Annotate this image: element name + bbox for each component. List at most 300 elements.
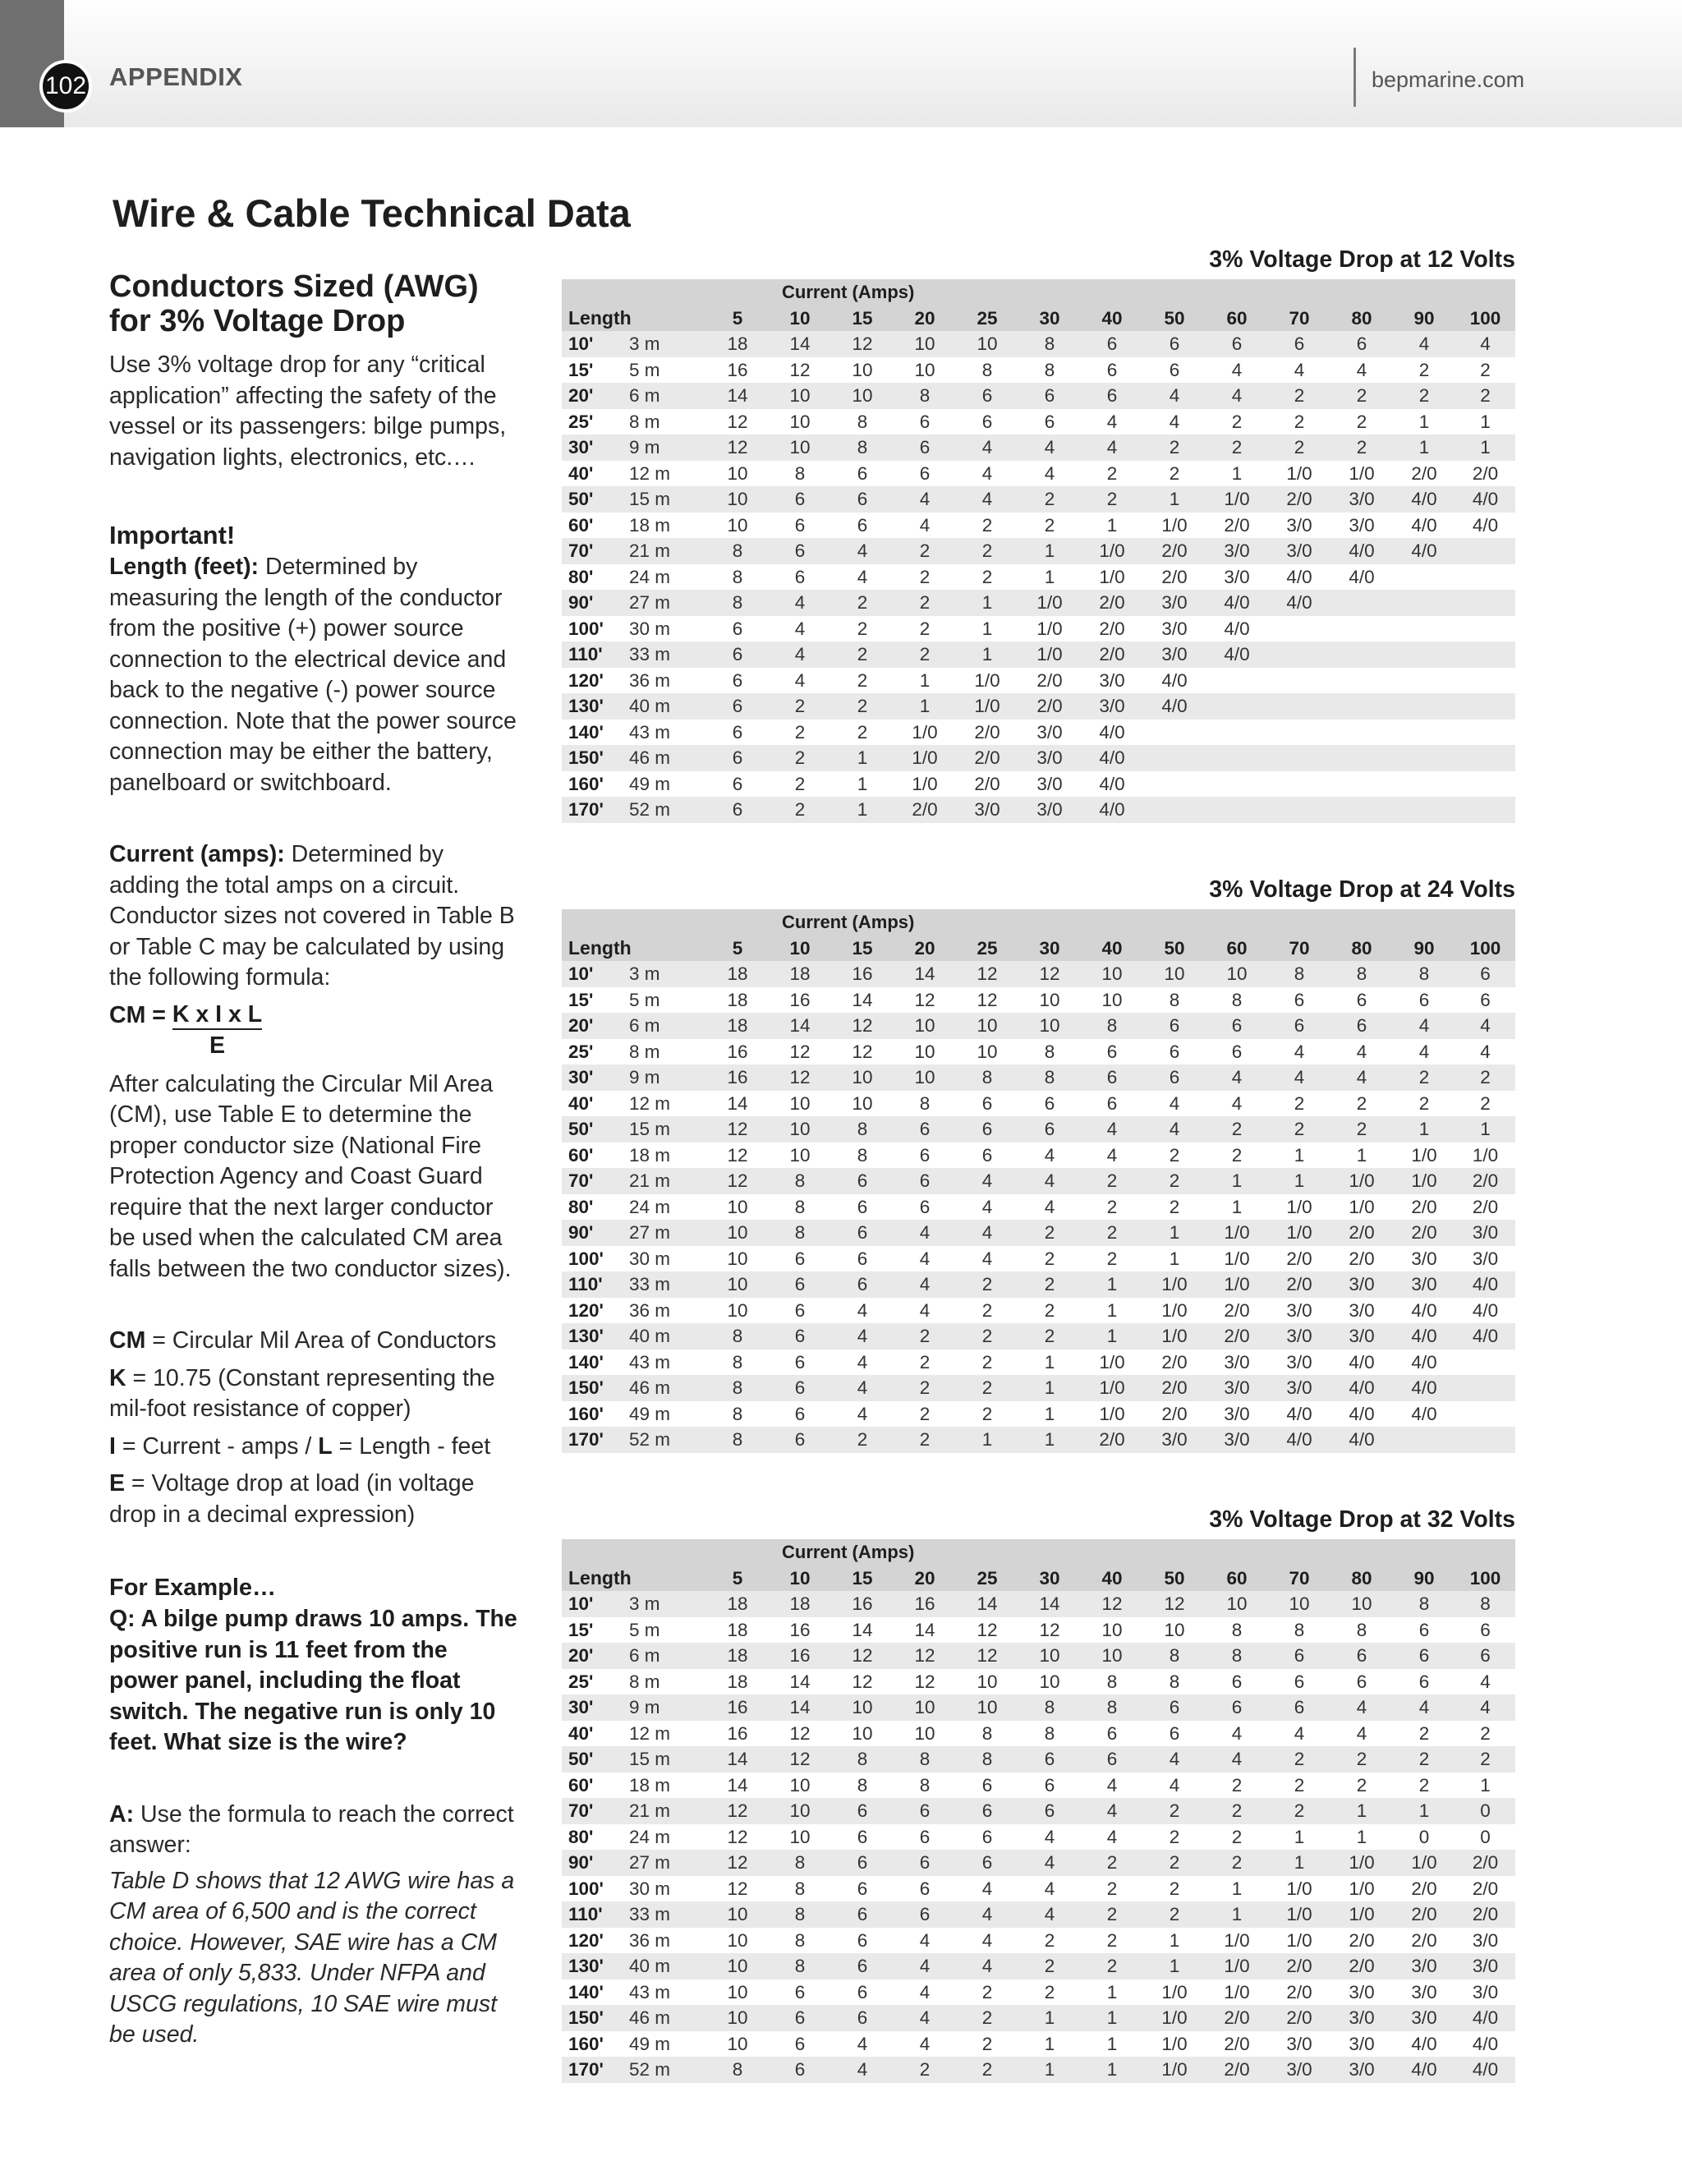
wire-gauge-cell: 6 [919, 1196, 931, 1217]
wire-gauge-cell: 10 [914, 1722, 935, 1744]
wire-gauge-cell [1393, 693, 1455, 720]
length-meters-cell: 27 m [624, 590, 706, 616]
wire-gauge-cell: 14 [956, 1591, 1018, 1617]
length-feet-cell: 140' [568, 1351, 604, 1372]
wire-gauge-cell: 6 [769, 1375, 831, 1401]
wire-gauge-cell: 6 [1455, 961, 1515, 987]
wire-gauge-cell: 4 [1044, 1878, 1055, 1899]
wire-gauge-cell: 8 [794, 462, 806, 484]
wire-gauge-cell: 4 [894, 1220, 956, 1246]
left-column [109, 269, 520, 2051]
amps-column-header: 20 [894, 306, 956, 332]
length-meters-cell: 49 m [629, 1403, 671, 1424]
wire-gauge-cell: 6 [1294, 989, 1305, 1010]
wire-gauge-cell: 1/0 [1099, 1351, 1125, 1372]
wire-gauge-cell: 6 [732, 773, 743, 794]
wire-gauge-cell: 6 [1206, 1694, 1268, 1721]
wire-gauge-cell: 2 [1330, 1746, 1393, 1772]
table-row [562, 1746, 1515, 1772]
wire-gauge-cell: 10 [789, 411, 811, 432]
wire-gauge-cell [1455, 538, 1515, 564]
wire-gauge-cell: 2 [1081, 1901, 1143, 1928]
wire-gauge-cell: 4 [1169, 411, 1180, 432]
amps-column-header: 80 [1330, 1566, 1393, 1592]
after-formula-text: After calculating the Circular Mil Area (CM), use Table E to determine the proper conductor size (National Fire Protection Agency and Coast Guard require that the next larger conductor be used when the calculated CM area falls between the two conductor sizes). [109, 1070, 512, 1282]
length-feet-cell: 120' [568, 1299, 604, 1321]
wire-gauge-cell: 4/0 [1143, 693, 1206, 720]
wire-gauge-cell: 6 [919, 411, 931, 432]
wire-gauge-cell: 1 [1081, 2057, 1143, 2083]
amps-column-header: 25 [956, 306, 1018, 332]
wire-gauge-cell: 8 [769, 1850, 831, 1876]
table-row [562, 513, 1515, 539]
important-heading: Important! [109, 521, 236, 549]
wire-gauge-cell: 12 [977, 989, 998, 1010]
wire-gauge-cell: 1 [1480, 411, 1491, 432]
length-feet-cell: 170' [562, 2057, 624, 2083]
example-heading: For Example… [109, 1575, 277, 1601]
wire-gauge-cell: 2 [1480, 1092, 1491, 1114]
length-feet-cell: 15' [568, 989, 594, 1010]
wire-gauge-cell: 2/0 [1143, 538, 1206, 564]
wire-gauge-cell: 14 [852, 989, 873, 1010]
wire-gauge-cell: 8 [831, 1116, 894, 1143]
wire-gauge-cell [1393, 668, 1455, 694]
wire-gauge-cell: 4 [1231, 1722, 1243, 1744]
amps-column-header: 5 [706, 306, 769, 332]
wire-gauge-cell: 8 [1081, 1694, 1143, 1721]
length-meters-cell: 9 m [624, 1064, 706, 1091]
wire-gauge-cell: 2 [1294, 411, 1305, 432]
wire-gauge-cell: 2 [1418, 1722, 1430, 1744]
wire-gauge-cell: 10 [914, 359, 935, 380]
header-spacer [562, 909, 706, 936]
wire-gauge-cell: 3/0 [1455, 1953, 1515, 1979]
wire-gauge-cell: 2 [1206, 1798, 1268, 1824]
table-row [562, 2031, 1515, 2058]
wire-gauge-cell: 3/0 [1036, 773, 1063, 794]
wire-gauge-cell: 4/0 [1286, 1403, 1312, 1424]
wire-gauge-cell: 10 [789, 1144, 811, 1166]
wire-gauge-cell: 4/0 [1472, 2033, 1499, 2054]
wire-gauge-cell: 4 [956, 1220, 1018, 1246]
wire-gauge-cell: 4/0 [1393, 1375, 1455, 1401]
wire-gauge-cell: 6 [956, 1798, 1018, 1824]
wire-gauge-cell: 2 [1106, 1248, 1118, 1269]
wire-gauge-cell: 6 [919, 1878, 931, 1899]
wire-gauge-cell: 4 [831, 538, 894, 564]
length-meters-cell: 8 m [629, 1041, 660, 1062]
wire-gauge-cell: 0 [1455, 1798, 1515, 1824]
wire-gauge-cell: 2 [1044, 514, 1055, 536]
wire-gauge-cell: 2 [1106, 462, 1118, 484]
wire-gauge-cell: 10 [727, 1248, 748, 1269]
amps-column-header: 5 [706, 936, 769, 962]
length-meters-cell: 24 m [629, 1196, 671, 1217]
wire-gauge-cell: 8 [956, 1746, 1018, 1772]
wire-gauge-cell: 4 [1393, 331, 1455, 357]
wire-gauge-cell: 16 [706, 1694, 769, 1721]
formula-lhs: CM = [109, 1001, 166, 1028]
wire-gauge-cell: 6 [831, 2005, 894, 2031]
wire-gauge-cell: 2 [919, 566, 931, 587]
wire-gauge-cell: 10 [727, 1929, 748, 1951]
wire-gauge-cell: 2/0 [1349, 1929, 1375, 1951]
wire-gauge-cell: 14 [852, 1619, 873, 1640]
wire-gauge-cell: 2 [1480, 359, 1491, 380]
wire-gauge-cell: 2/0 [1455, 1901, 1515, 1928]
wire-gauge-cell: 2 [769, 745, 831, 771]
example-answer: A: Use the formula to reach the correct answer: [109, 1800, 514, 1858]
wire-gauge-cell [1206, 668, 1268, 694]
table-row [562, 987, 1515, 1014]
wire-gauge-cell: 3/0 [1268, 538, 1330, 564]
wire-gauge-cell: 1/0 [1161, 1981, 1188, 2002]
wire-gauge-cell: 10 [1206, 1591, 1268, 1617]
wire-gauge-cell: 1 [1143, 1953, 1206, 1979]
wire-gauge-cell: 4/0 [1081, 797, 1143, 823]
length-meters-cell: 15 m [624, 1116, 706, 1143]
length-feet-cell: 25' [568, 411, 594, 432]
wire-gauge-cell: 1 [1356, 1826, 1367, 1847]
wire-gauge-cell: 12 [727, 411, 748, 432]
table-row [562, 590, 1515, 616]
wire-gauge-cell: 6 [1044, 411, 1055, 432]
wire-gauge-cell: 4 [1480, 1671, 1491, 1692]
wire-gauge-cell: 12 [914, 989, 935, 1010]
table-12v-caption: 3% Voltage Drop at 12 Volts [1209, 246, 1515, 273]
wire-gauge-cell: 6 [1231, 1671, 1243, 1692]
wire-gauge-cell: 6 [769, 2057, 831, 2083]
wire-gauge-cell: 4 [981, 1878, 993, 1899]
wire-gauge-cell: 6 [732, 618, 743, 639]
length-meters-cell: 12 m [629, 1092, 671, 1114]
wire-gauge-cell: 14 [769, 331, 831, 357]
wire-gauge-cell: 12 [769, 1064, 831, 1091]
wire-gauge-cell: 2 [981, 1351, 993, 1372]
wire-gauge-cell: 10 [1206, 961, 1268, 987]
table-row [562, 1039, 1515, 1065]
table-row [562, 564, 1515, 591]
length-feet-cell: 170' [562, 797, 624, 823]
wire-gauge-cell [1455, 590, 1515, 616]
wire-gauge-cell: 3/0 [1286, 2033, 1312, 2054]
wire-gauge-cell: 4 [1044, 1144, 1055, 1166]
wire-gauge-cell: 3/0 [1349, 1299, 1375, 1321]
wire-gauge-cell: 2 [1081, 1850, 1143, 1876]
wire-gauge-cell: 2/0 [1161, 1351, 1188, 1372]
wire-gauge-cell: 1 [1106, 1981, 1118, 2002]
table-row [562, 1721, 1515, 1747]
wire-gauge-cell: 1 [1018, 2057, 1081, 2083]
wire-gauge-cell: 3/0 [1286, 1351, 1312, 1372]
length-feet-cell: 150' [562, 2005, 624, 2031]
wire-gauge-cell: 1 [981, 618, 993, 639]
wire-gauge-cell: 4/0 [1472, 514, 1499, 536]
wire-gauge-cell: 12 [852, 1041, 873, 1062]
wire-gauge-cell: 4/0 [1268, 590, 1330, 616]
wire-gauge-cell [1455, 641, 1515, 668]
table-row [562, 1928, 1515, 1954]
wire-gauge-cell: 4 [1044, 462, 1055, 484]
length-feet-cell: 100' [568, 1248, 604, 1269]
length-meters-cell: 5 m [629, 1619, 660, 1640]
wire-gauge-cell: 3/0 [1393, 1953, 1455, 1979]
length-meters-cell: 30 m [629, 1878, 671, 1899]
wire-gauge-cell: 4 [1206, 1064, 1268, 1091]
wire-gauge-cell: 2 [1330, 435, 1393, 461]
wire-gauge-cell: 2 [1356, 1092, 1367, 1114]
length-feet-cell: 10' [562, 1591, 624, 1617]
wire-gauge-cell: 4/0 [1411, 1299, 1437, 1321]
wire-gauge-cell: 4 [1018, 1850, 1081, 1876]
wire-gauge-cell: 8 [1231, 1619, 1243, 1640]
wire-gauge-cell: 8 [1169, 989, 1180, 1010]
wire-gauge-cell: 2/0 [1018, 693, 1081, 720]
wire-gauge-cell: 8 [1393, 1591, 1455, 1617]
wire-gauge-cell: 3/0 [1393, 2005, 1455, 2031]
wire-gauge-cell: 2 [1143, 1901, 1206, 1928]
length-meters-cell: 15 m [624, 1746, 706, 1772]
wire-gauge-cell: 4/0 [1081, 745, 1143, 771]
wire-gauge-cell: 2/0 [1268, 1271, 1330, 1298]
wire-gauge-cell: 1 [1018, 538, 1081, 564]
length-feet-cell: 70' [562, 538, 624, 564]
wire-gauge-cell: 14 [769, 1694, 831, 1721]
table-row [562, 1349, 1515, 1376]
length-feet-cell: 110' [562, 641, 624, 668]
wire-gauge-cell [1268, 693, 1330, 720]
amps-column-header: 10 [769, 306, 831, 332]
wire-gauge-cell [1393, 745, 1455, 771]
wire-gauge-cell: 16 [706, 1064, 769, 1091]
wire-gauge-cell: 2 [981, 1403, 993, 1424]
length-feet-cell: 50' [562, 1116, 624, 1143]
wire-gauge-cell: 2 [1455, 383, 1515, 409]
wire-gauge-cell [1455, 616, 1515, 642]
current-amps-label: Current (Amps) [706, 279, 1515, 306]
wire-gauge-cell: 4 [1081, 1116, 1143, 1143]
wire-gauge-cell: 2 [1044, 1981, 1055, 2002]
wire-gauge-cell [1143, 771, 1206, 798]
wire-gauge-cell: 12 [831, 1013, 894, 1039]
wire-gauge-cell: 6 [1143, 331, 1206, 357]
wire-gauge-cell [1268, 720, 1330, 746]
wire-gauge-cell: 4 [1106, 1774, 1118, 1795]
table-row [562, 1643, 1515, 1669]
wire-gauge-cell: 2 [769, 797, 831, 823]
table-row [562, 1271, 1515, 1298]
wire-gauge-cell: 3/0 [1330, 486, 1393, 513]
wire-gauge-cell: 2 [1169, 1878, 1180, 1899]
wire-gauge-cell: 10 [852, 1722, 873, 1744]
wire-gauge-cell: 1 [1169, 1929, 1180, 1951]
wire-gauge-cell: 6 [857, 462, 868, 484]
wire-gauge-cell: 1 [1268, 1168, 1330, 1194]
table-row [562, 409, 1515, 435]
wire-gauge-cell: 2 [1393, 1064, 1455, 1091]
wire-gauge-cell: 2 [1044, 1299, 1055, 1321]
wire-gauge-cell [1393, 564, 1455, 591]
wire-gauge-cell [1455, 1401, 1515, 1428]
wire-gauge-cell: 6 [981, 1774, 993, 1795]
wire-gauge-cell: 6 [1330, 1013, 1393, 1039]
wire-gauge-cell: 10 [769, 1798, 831, 1824]
wire-gauge-cell: 6 [1081, 331, 1143, 357]
wire-gauge-cell: 1 [1231, 1878, 1243, 1899]
wire-gauge-cell: 18 [706, 1643, 769, 1669]
wire-gauge-cell: 4 [1356, 359, 1367, 380]
wire-gauge-cell: 1/0 [912, 773, 938, 794]
wire-gauge-cell: 2 [1106, 1929, 1118, 1951]
wire-gauge-cell: 6 [769, 1271, 831, 1298]
amps-column-header: 70 [1268, 306, 1330, 332]
wire-gauge-cell: 2 [1455, 1746, 1515, 1772]
wire-gauge-cell: 1/0 [1224, 1981, 1250, 2002]
wire-gauge-cell: 4/0 [1330, 538, 1393, 564]
wire-gauge-cell: 2 [1455, 1064, 1515, 1091]
wire-gauge-cell: 10 [706, 1271, 769, 1298]
wire-gauge-cell: 8 [794, 1878, 806, 1899]
wire-gauge-cell: 16 [789, 989, 811, 1010]
wire-gauge-cell: 1 [1455, 1116, 1515, 1143]
wire-gauge-cell: 2/0 [1099, 618, 1125, 639]
wire-gauge-cell: 2/0 [1411, 462, 1437, 484]
wire-gauge-cell: 4/0 [1393, 1323, 1455, 1349]
table-row [562, 1091, 1515, 1117]
wire-gauge-cell: 4/0 [1268, 1427, 1330, 1453]
length-feet-cell: 25' [568, 1671, 594, 1692]
wire-gauge-cell: 18 [706, 961, 769, 987]
wire-gauge-cell: 18 [727, 1671, 748, 1692]
wire-gauge-cell: 18 [727, 1619, 748, 1640]
wire-gauge-cell: 2/0 [1411, 1929, 1437, 1951]
wire-gauge-cell: 6 [894, 435, 956, 461]
table-row [562, 1401, 1515, 1428]
wire-gauge-cell: 10 [977, 1041, 998, 1062]
wire-gauge-cell: 1 [1268, 1850, 1330, 1876]
wire-gauge-cell: 8 [981, 1722, 993, 1744]
wire-gauge-cell: 12 [956, 1643, 1018, 1669]
wire-gauge-cell: 10 [727, 462, 748, 484]
wire-gauge-cell: 1/0 [974, 669, 1000, 691]
wire-gauge-cell: 1/0 [1268, 1220, 1330, 1246]
wire-gauge-cell: 2/0 [1224, 514, 1250, 536]
wire-gauge-cell: 2/0 [1081, 590, 1143, 616]
wire-gauge-cell: 8 [706, 1375, 769, 1401]
wire-gauge-cell: 6 [1268, 331, 1330, 357]
wire-gauge-cell: 10 [1039, 1671, 1060, 1692]
wire-gauge-cell [1143, 745, 1206, 771]
length-feet-cell: 90' [562, 590, 624, 616]
wire-gauge-cell: 3/0 [1268, 2057, 1330, 2083]
wire-gauge-cell: 4 [919, 514, 931, 536]
intro-text: Use 3% voltage drop for any “critical application” affecting the safety of the vessel or its passengers: bilge pumps, navigation lights, electronics, etc.… [109, 352, 507, 471]
table-row [562, 693, 1515, 720]
length-feet-cell: 100' [568, 1878, 604, 1899]
wire-gauge-cell: 2 [794, 773, 806, 794]
wire-gauge-cell [1206, 745, 1268, 771]
length-meters-cell: 6 m [624, 1643, 706, 1669]
wire-gauge-cell: 1/0 [1143, 1271, 1206, 1298]
wire-gauge-cell: 6 [769, 1427, 831, 1453]
wire-gauge-cell: 18 [706, 1591, 769, 1617]
wire-gauge-cell: 6 [1018, 1116, 1081, 1143]
wire-gauge-cell: 3/0 [1268, 1323, 1330, 1349]
wire-gauge-cell: 4 [1106, 1144, 1118, 1166]
wire-gauge-cell: 2 [1480, 1722, 1491, 1744]
wire-gauge-cell: 4 [769, 641, 831, 668]
website-link[interactable]: bepmarine.com [1372, 67, 1525, 92]
table-row [562, 486, 1515, 513]
wire-gauge-cell: 2 [894, 538, 956, 564]
wire-gauge-cell: 2 [1106, 1196, 1118, 1217]
wire-gauge-cell [1455, 564, 1515, 591]
wire-gauge-cell: 1/0 [1143, 2005, 1206, 2031]
wire-gauge-cell: 1 [1143, 1220, 1206, 1246]
wire-gauge-cell: 8 [831, 1746, 894, 1772]
wire-gauge-cell: 2/0 [1393, 1901, 1455, 1928]
wire-gauge-cell: 6 [1018, 1798, 1081, 1824]
wire-gauge-cell: 3/0 [1286, 1299, 1312, 1321]
amps-column-header: 90 [1393, 1566, 1455, 1592]
wire-gauge-cell: 3/0 [1330, 1323, 1393, 1349]
table-row [562, 745, 1515, 771]
wire-gauge-cell: 8 [894, 383, 956, 409]
wire-gauge-cell: 1 [1294, 1826, 1305, 1847]
wire-gauge-cell: 12 [852, 1671, 873, 1692]
wire-gauge-cell: 2 [831, 590, 894, 616]
wire-gauge-cell: 6 [732, 669, 743, 691]
wire-gauge-cell: 12 [769, 1746, 831, 1772]
wire-gauge-cell: 2/0 [1393, 1220, 1455, 1246]
wire-gauge-cell: 6 [1106, 1722, 1118, 1744]
wire-gauge-cell: 6 [769, 486, 831, 513]
wire-gauge-cell: 1/0 [1224, 1929, 1250, 1951]
wire-gauge-cell: 4/0 [1206, 590, 1268, 616]
wire-gauge-cell: 6 [857, 1929, 868, 1951]
wire-gauge-cell: 2 [769, 693, 831, 720]
wire-gauge-cell: 2/0 [1206, 1323, 1268, 1349]
def-e: E = Voltage drop at load (in voltage drop in a decimal expression) [109, 1470, 475, 1528]
wire-gauge-cell: 1/0 [1411, 1144, 1437, 1166]
wire-gauge-cell: 4 [919, 1299, 931, 1321]
wire-gauge-cell: 3/0 [1206, 538, 1268, 564]
wire-gauge-cell: 8 [706, 1323, 769, 1349]
wire-gauge-cell: 4 [1106, 1826, 1118, 1847]
length-meters-cell: 24 m [629, 1826, 671, 1847]
wire-gauge-cell [1455, 1427, 1515, 1453]
wire-gauge-cell: 8 [769, 1901, 831, 1928]
wire-gauge-cell: 8 [1294, 1619, 1305, 1640]
wire-gauge-cell: 6 [1231, 1041, 1243, 1062]
wire-gauge-cell: 8 [706, 1427, 769, 1453]
wire-gauge-cell: 12 [706, 1850, 769, 1876]
wire-gauge-cell: 2/0 [1143, 1375, 1206, 1401]
length-definition: Length (feet): Determined by measuring the length of the conductor from the positive (+) power source connection to the electrical device and back to the negative (-) power source connection. Note that the power source connection may be either the battery, panelboard or switchboard. [109, 554, 517, 796]
length-feet-cell: 40' [568, 1092, 594, 1114]
wire-gauge-cell: 16 [727, 1041, 748, 1062]
wire-gauge-cell: 6 [1268, 1643, 1330, 1669]
wire-gauge-cell: 4/0 [1330, 1375, 1393, 1401]
wire-gauge-cell: 1 [956, 1427, 1018, 1453]
def-i-l: I = Current - amps / L = Length - feet [109, 1432, 491, 1460]
wire-gauge-cell: 6 [956, 383, 1018, 409]
wire-gauge-cell: 10 [914, 1041, 935, 1062]
table-row [562, 1116, 1515, 1143]
wire-gauge-cell [1393, 1427, 1455, 1453]
length-column-header: Length [562, 1566, 706, 1592]
